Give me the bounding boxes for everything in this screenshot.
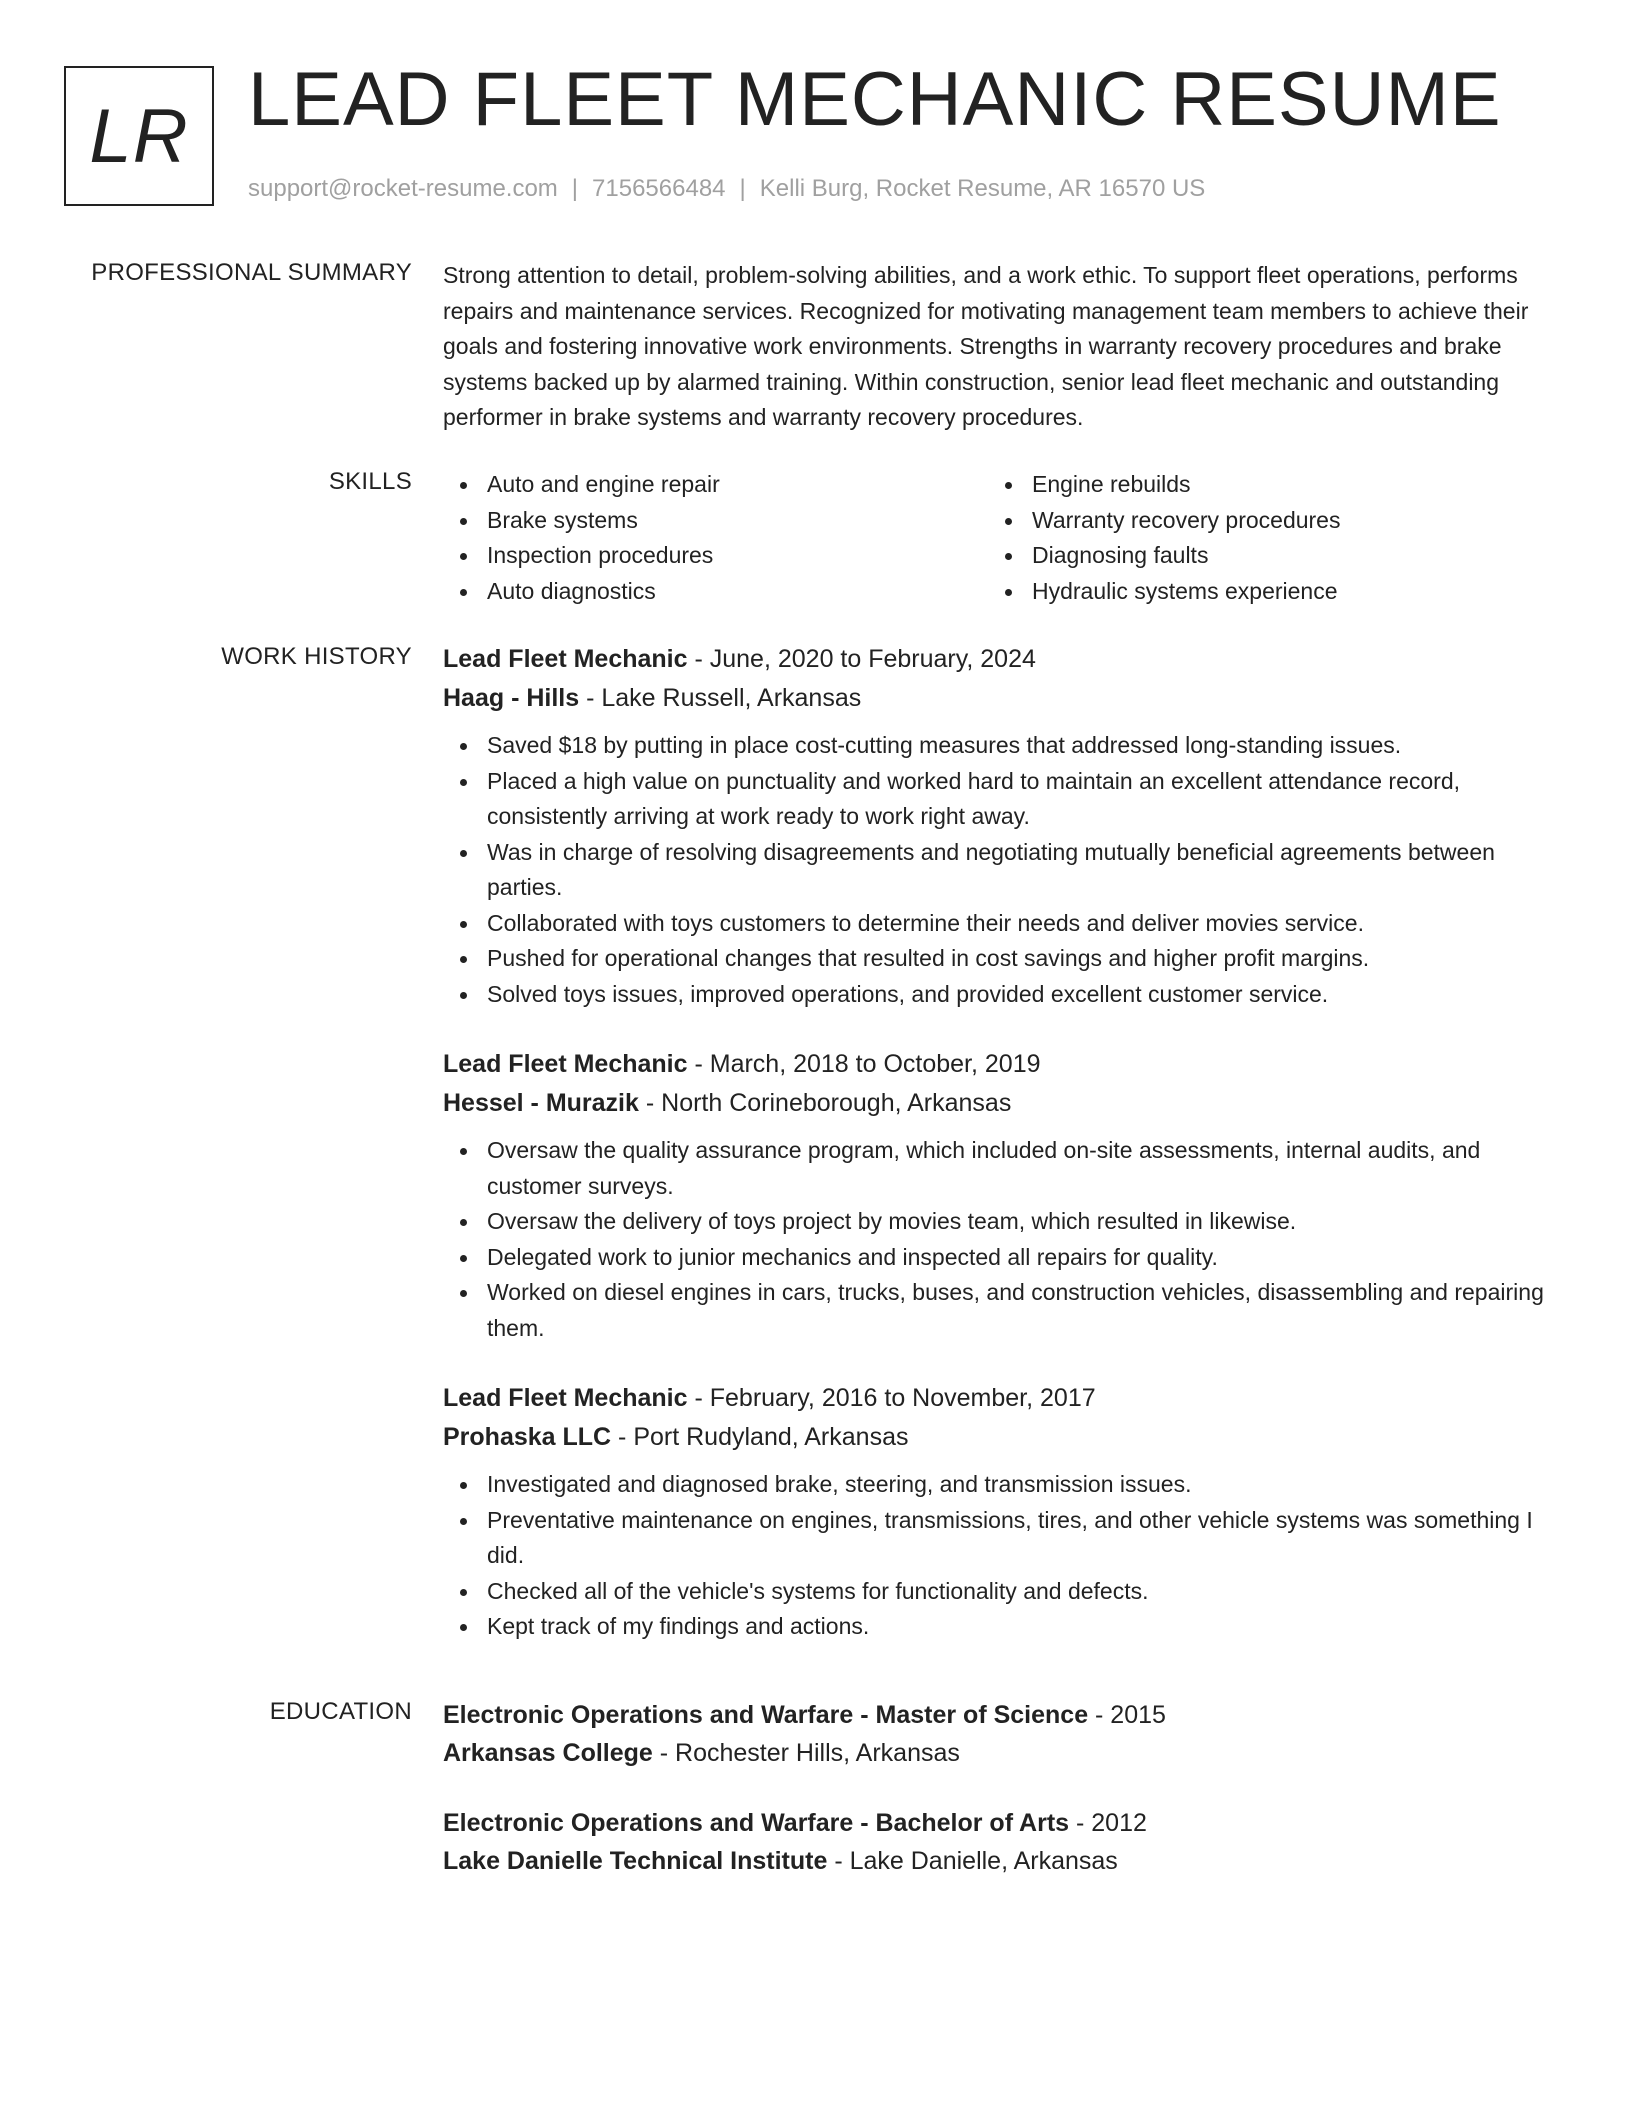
job-bullets	[443, 1467, 1553, 1645]
skills-body	[443, 467, 1553, 609]
section-label-work-history: WORK HISTORY	[221, 643, 412, 670]
job-company: Hessel - Murazik	[443, 1089, 639, 1117]
education-body	[443, 1696, 1553, 1912]
section-label-skills: SKILLS	[328, 468, 412, 495]
section-label-summary: PROFESSIONAL SUMMARY	[91, 259, 412, 286]
skill-item: Warranty recovery procedures	[988, 503, 1533, 539]
job-company-line	[443, 679, 1553, 718]
job-bullet: Oversaw the quality assurance program, which included on-site assessments, internal audits, and customer surveys.	[443, 1133, 1553, 1204]
education-school: Arkansas College	[443, 1739, 653, 1767]
skills-column	[443, 467, 988, 609]
job-bullet: Placed a high value on punctuality and worked hard to maintain an excellent attendance record, consistently arriving at work ready to work right away.	[443, 764, 1553, 835]
job-location: - Lake Russell, Arkansas	[579, 684, 862, 712]
job-bullet: Saved $18 by putting in place cost-cutting measures that addressed long-standing issues.	[443, 728, 1553, 764]
skill-item: Engine rebuilds	[988, 467, 1533, 503]
education-year: - 2015	[1088, 1701, 1166, 1729]
job-title: Lead Fleet Mechanic	[443, 1384, 688, 1412]
monogram-initials: LR	[89, 93, 189, 179]
job-company-line	[443, 1418, 1553, 1457]
education-entry	[443, 1696, 1553, 1772]
education-degree-line	[443, 1696, 1553, 1734]
job-bullet: Delegated work to junior mechanics and inspected all repairs for quality.	[443, 1240, 1553, 1276]
skill-item: Brake systems	[443, 503, 988, 539]
job-entry	[443, 1045, 1553, 1346]
contact-email[interactable]: support@rocket-resume.com	[248, 175, 558, 202]
job-entry	[443, 640, 1553, 1012]
job-bullet: Preventative maintenance on engines, transmissions, tires, and other vehicle systems was something I did.	[443, 1503, 1553, 1574]
job-title: Lead Fleet Mechanic	[443, 1050, 688, 1078]
job-dates: - March, 2018 to October, 2019	[687, 1050, 1041, 1078]
education-year: - 2012	[1069, 1809, 1147, 1837]
job-location: - North Corineborough, Arkansas	[638, 1089, 1012, 1117]
skill-item: Inspection procedures	[443, 538, 988, 574]
skill-item: Diagnosing faults	[988, 538, 1533, 574]
skills-grid	[443, 467, 1553, 609]
job-bullet: Pushed for operational changes that resulted in cost savings and higher profit margins.	[443, 941, 1553, 977]
job-bullets	[443, 728, 1553, 1012]
job-bullet: Oversaw the delivery of toys project by movies team, which resulted in likewise.	[443, 1204, 1553, 1240]
job-title-line	[443, 640, 1553, 679]
job-bullet: Collaborated with toys customers to determine their needs and deliver movies service.	[443, 906, 1553, 942]
contact-address: Kelli Burg, Rocket Resume, AR 16570 US	[759, 175, 1206, 202]
education-degree: Electronic Operations and Warfare - Master of Science	[443, 1701, 1089, 1729]
job-bullets	[443, 1133, 1553, 1346]
job-bullet: Was in charge of resolving disagreements and negotiating mutually beneficial agreements between parties.	[443, 835, 1553, 906]
job-company: Prohaska LLC	[443, 1423, 612, 1451]
job-bullet: Investigated and diagnosed brake, steering, and transmission issues.	[443, 1467, 1553, 1503]
contact-separator: |	[739, 175, 746, 202]
summary-text: Strong attention to detail, problem-solving abilities, and a work ethic. To support fleet operations, performs repairs and maintenance services. Recognized for motivating management team members to achieve their goals and fostering innovative work environments. Strengths in warranty recovery procedures and brake systems backed up by alarmed training. Within construction, senior lead fleet mechanic and outstanding performer in brake systems and warranty recovery procedures.	[443, 262, 1529, 430]
education-location: - Lake Danielle, Arkansas	[827, 1847, 1118, 1875]
contact-phone[interactable]: 7156566484	[592, 175, 726, 202]
job-entry	[443, 1379, 1553, 1645]
skill-item: Auto diagnostics	[443, 574, 988, 610]
education-school-line	[443, 1734, 1553, 1772]
job-bullet: Kept track of my findings and actions.	[443, 1609, 1553, 1645]
job-title: Lead Fleet Mechanic	[443, 645, 688, 673]
job-dates: - February, 2016 to November, 2017	[687, 1384, 1096, 1412]
job-dates: - June, 2020 to February, 2024	[687, 645, 1036, 673]
work-history-body	[443, 640, 1553, 1678]
job-location: - Port Rudyland, Arkansas	[611, 1423, 909, 1451]
skill-item: Hydraulic systems experience	[988, 574, 1533, 610]
section-label-education: EDUCATION	[269, 1698, 412, 1725]
job-title-line	[443, 1045, 1553, 1084]
education-degree-line	[443, 1804, 1553, 1842]
job-company: Haag - Hills	[443, 684, 580, 712]
contact-separator: |	[571, 175, 579, 202]
skills-column	[988, 467, 1533, 609]
job-bullet: Checked all of the vehicle's systems for functionality and defects.	[443, 1574, 1553, 1610]
education-school: Lake Danielle Technical Institute	[443, 1847, 828, 1875]
education-degree: Electronic Operations and Warfare - Bachelor of Arts	[443, 1809, 1070, 1837]
job-bullet: Solved toys issues, improved operations, and provided excellent customer service.	[443, 977, 1553, 1013]
monogram-box	[64, 66, 214, 206]
education-location: - Rochester Hills, Arkansas	[652, 1739, 960, 1767]
education-entry	[443, 1804, 1553, 1880]
education-school-line	[443, 1842, 1553, 1880]
skill-item: Auto and engine repair	[443, 467, 988, 503]
job-title-line	[443, 1379, 1553, 1418]
job-bullet: Worked on diesel engines in cars, trucks, buses, and construction vehicles, disassembling and repairing them.	[443, 1275, 1553, 1346]
contact-line	[248, 175, 1205, 203]
summary-body	[443, 258, 1553, 436]
job-company-line	[443, 1084, 1553, 1123]
resume-title: LEAD FLEET MECHANIC RESUME	[248, 57, 1502, 142]
